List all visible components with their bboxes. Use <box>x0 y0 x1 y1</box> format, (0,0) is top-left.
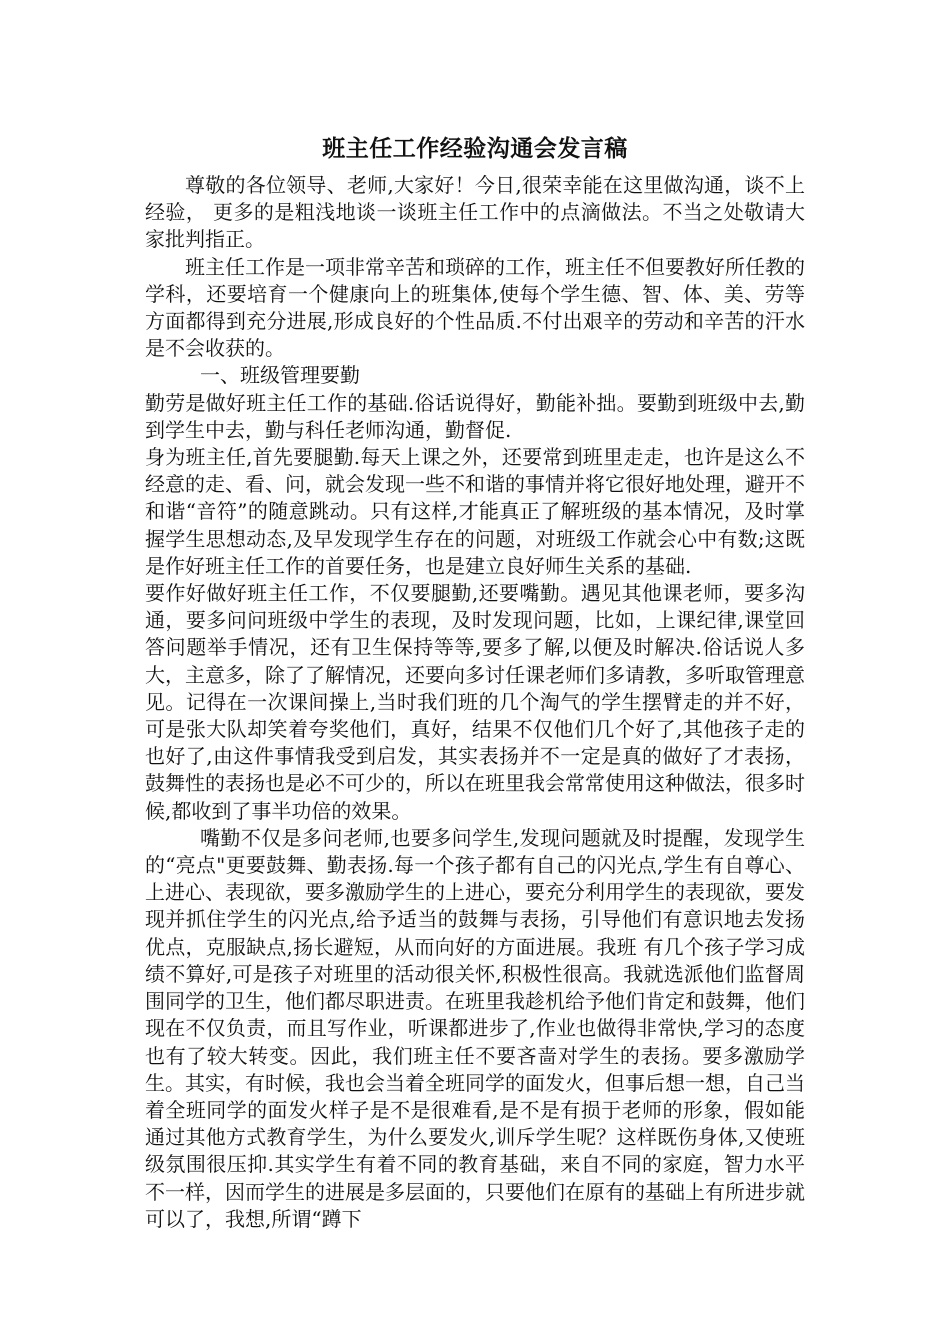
paragraph-mouth-diligence: 要作好做好班主任工作，不仅要腿勤,还要嘴勤。遇见其他课老师，要多沟通，要多问问班级中学生的表现，及时发现问题，比如，上课纪律,课堂回答问题举手情况，还有卫生保持等等,要多了解,以便及时解决.俗话说人多大，主意多，除了了解情况，还要向多讨任课老师们多请教，多听取管理意见。记得在一次课间操上,当时我们班的几个淘气的学生摆臂走的并不好，可是张大队却笑着夸奖他们，真好，结果不仅他们几个好了,其他孩子走的也好了,由这件事情我受到启发，其实表扬并不一定是真的做好了才表扬，鼓舞性的表扬也是必不可少的，所以在班里我会常常使用这种做法，很多时候,都收到了事半功倍的效果。 <box>145 581 805 823</box>
document-title: 班主任工作经验沟通会发言稿 <box>322 135 628 162</box>
paragraph-leg-diligence: 身为班主任,首先要腿勤.每天上课之外，还要常到班里走走，也许是这么不经意的走、看、问，就会发现一些不和谐的事情并将它很好地处理，避开不和谐“音符”的随意跳动。只有这样,才能真正了解班级的基本情况，及时掌握学生思想动态,及早发现学生存在的问题，对班级工作就会心中有数;这既是作好班主任工作的首要任务，也是建立良好师生关系的基础. <box>145 445 805 578</box>
document-body <box>145 172 805 1233</box>
paragraph-praise: 嘴勤不仅是多问老师,也要多问学生,发现问题就及时提醒，发现学生的“亮点"更要鼓舞、勤表扬.每一个孩子都有自己的闪光点,学生有自尊心、上进心、表现欲，要多激励学生的上进心，要充分利用学生的表现欲，要发现并抓住学生的闪光点,给予适当的鼓舞与表扬，引导他们有意识地去发扬优点，克服缺点,扬长避短，从而向好的方面进展。我班 有几个孩子学习成绩不算好,可是孩子对班里的活动很关怀,积极性很高。我就选派他们监督周围同学的卫生，他们都尽职进责。在班里我趁机给予他们肯定和鼓舞，他们现在不仅负责，而且写作业，听课都进步了,作业也做得非常快,学习的态度也有了较大转变。因此，我们班主任不要吝啬对学生的表扬。要多激励学生。其实，有时候，我也会当着全班同学的面发火，但事后想一想，自己当着全班同学的面发火样子是不是很难看,是不是有损于老师的形象，假如能通过其他方式教育学生，为什么要发火,训斥学生呢？这样既伤身体,又使班级氛围很压抑.其实学生有着不同的教育基础，来自不同的家庭，智力水平不一样，因而学生的进展是多层面的，只要他们在原有的基础上有所进步就可以了，我想,所谓“蹲下 <box>145 825 805 1231</box>
paragraph-greeting: 尊敬的各位领导、老师,大家好！今日,很荣幸能在这里做沟通，谈不上经验， 更多的是粗浅地谈一谈班主任工作中的点滴做法。不当之处敬请大家批判指正。 <box>145 173 805 252</box>
document-page <box>145 132 805 1233</box>
paragraph-intro: 班主任工作是一项非常辛苦和琐碎的工作，班主任不但要教好所任教的学科，还要培育一个健康向上的班集体,使每个学生德、智、体、美、劳等方面都得到充分进展,形成良好的个性品质.不付出艰辛的劳动和辛苦的汗水是不会收获的。 <box>145 254 805 361</box>
paragraph-diligence: 勤劳是做好班主任工作的基础.俗话说得好，勤能补拙。要勤到班级中去,勤到学生中去，勤与科任老师沟通，勤督促. <box>145 390 805 442</box>
section-heading: 一、班级管理要勤 <box>200 363 360 388</box>
